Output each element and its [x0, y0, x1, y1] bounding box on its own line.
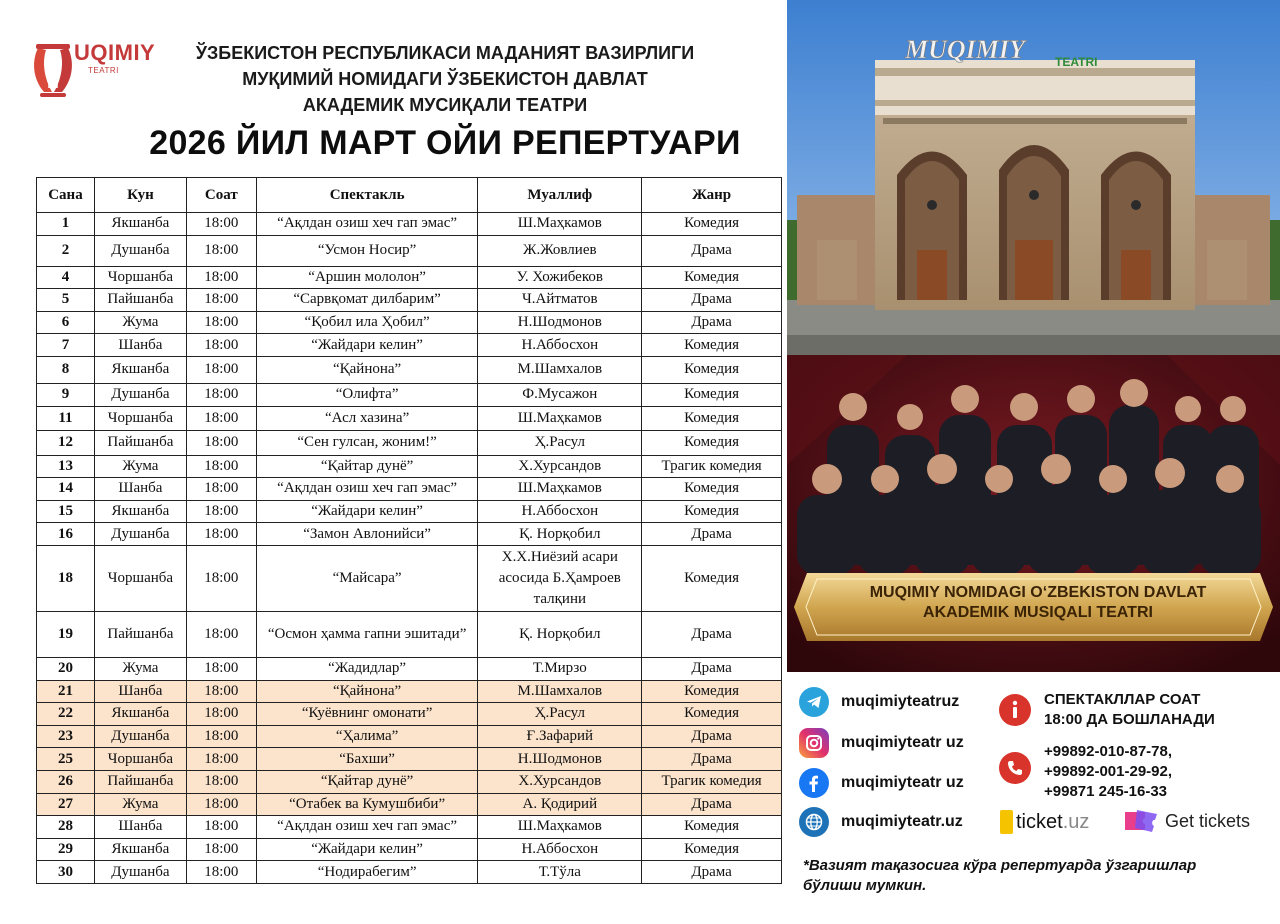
time-cell: 18:00 [186, 748, 256, 771]
column-header: Спектакль [256, 178, 478, 213]
iticket-link[interactable] [1000, 810, 1089, 834]
phone-number[interactable]: +99892-010-87-78, [1044, 743, 1173, 760]
time-cell: 18:00 [186, 334, 256, 357]
day-cell: Жума [94, 311, 186, 334]
column-header: Соат [186, 178, 256, 213]
time-cell: 18:00 [186, 611, 256, 657]
day-cell: Якшанба [94, 356, 186, 383]
table-body [37, 213, 782, 884]
org-line-3: АКАДЕМИК МУСИҚАЛИ ТЕАТРИ [302, 95, 588, 115]
column-header: Жанр [642, 178, 782, 213]
date-cell: 18 [37, 545, 95, 611]
time-cell: 18:00 [186, 523, 256, 546]
day-cell: Шанба [94, 816, 186, 839]
play-cell: “Жайдари келин” [256, 334, 478, 357]
time-cell: 18:00 [186, 430, 256, 455]
date-cell: 27 [37, 793, 95, 816]
genre-cell: Комедия [642, 500, 782, 523]
genre-cell: Комедия [642, 356, 782, 383]
genre-cell: Драма [642, 861, 782, 884]
time-cell: 18:00 [186, 657, 256, 680]
banner-line-1: MUQIMIY NOMIDAGI O‘ZBEKISTON DAVLAT [869, 584, 1207, 601]
table-row [37, 235, 782, 266]
day-cell: Чоршанба [94, 748, 186, 771]
play-cell: “Отабек ва Кумушбиби” [256, 793, 478, 816]
author-cell: Т.Мирзо [478, 657, 642, 680]
instagram-handle: muqimiyteatr uz [841, 734, 964, 751]
table-row [37, 545, 782, 611]
table-row [37, 213, 782, 236]
time-cell: 18:00 [186, 235, 256, 266]
globe-icon [799, 807, 829, 837]
author-cell: Х.Х.Ниёзий асари асосида Б.Ҳамроев талқини [478, 545, 642, 611]
time-cell: 18:00 [186, 383, 256, 406]
website-link[interactable] [799, 807, 963, 837]
genre-cell: Драма [642, 657, 782, 680]
author-cell: Ж.Жовлиев [478, 235, 642, 266]
table-row [37, 725, 782, 748]
genre-cell: Драма [642, 289, 782, 312]
play-cell: “Қайтар дунё” [256, 455, 478, 478]
contacts-panel [787, 672, 1280, 924]
play-cell: “Жайдари келин” [256, 838, 478, 861]
table-row [37, 793, 782, 816]
column-header: Муаллиф [478, 178, 642, 213]
genre-cell: Комедия [642, 213, 782, 236]
day-cell: Чоршанба [94, 406, 186, 430]
day-cell: Якшанба [94, 838, 186, 861]
table-header-row [37, 178, 782, 213]
author-cell: Х.Хурсандов [478, 770, 642, 793]
play-cell: “Сарвқомат дилбарим” [256, 289, 478, 312]
org-line-2: МУҚИМИЙ НОМИДАГИ ЎЗБЕКИСТОН ДАВЛАТ [242, 69, 648, 89]
day-cell: Шанба [94, 680, 186, 703]
play-cell: “Осмон ҳамма гапни эшитади” [256, 611, 478, 657]
time-cell: 18:00 [186, 356, 256, 383]
author-cell: Ш.Маҳкамов [478, 478, 642, 501]
date-cell: 28 [37, 816, 95, 839]
date-cell: 20 [37, 657, 95, 680]
showtime-line-2: 18:00 ДА БОШЛАНАДИ [1044, 711, 1215, 728]
table-row [37, 406, 782, 430]
disclaimer-note [803, 856, 1273, 896]
day-cell: Душанба [94, 235, 186, 266]
date-cell: 2 [37, 235, 95, 266]
table-row [37, 611, 782, 657]
genre-cell: Драма [642, 793, 782, 816]
facebook-icon [799, 768, 829, 798]
day-cell: Шанба [94, 334, 186, 357]
play-cell: “Қобил ила Ҳобил” [256, 311, 478, 334]
time-cell: 18:00 [186, 213, 256, 236]
showtime-line-1: СПЕКТАКЛЛАР СОАТ [1044, 691, 1201, 708]
date-cell: 15 [37, 500, 95, 523]
author-cell: Ш.Маҳкамов [478, 406, 642, 430]
theatre-building-photo [787, 0, 1280, 355]
play-cell: “Ҳалима” [256, 725, 478, 748]
time-cell: 18:00 [186, 478, 256, 501]
genre-cell: Комедия [642, 703, 782, 726]
time-cell: 18:00 [186, 311, 256, 334]
page-title: 2026 ЙИЛ МАРТ ОЙИ РЕПЕРТУАРИ [149, 124, 741, 162]
genre-cell: Комедия [642, 816, 782, 839]
day-cell: Душанба [94, 523, 186, 546]
theatre-building-illustration [787, 0, 1280, 355]
date-cell: 8 [37, 356, 95, 383]
day-cell: Жума [94, 455, 186, 478]
day-cell: Чоршанба [94, 545, 186, 611]
table-row [37, 334, 782, 357]
author-cell: Ч.Айтматов [478, 289, 642, 312]
phone-number[interactable]: +99892-001-29-92, [1044, 763, 1173, 780]
author-cell: М.Шамхалов [478, 356, 642, 383]
telegram-handle: muqimiyteatruz [841, 693, 960, 710]
banner-title [815, 583, 1261, 623]
troupe-illustration [787, 355, 1280, 672]
building-sign-sub: TEATRI [1055, 55, 1098, 69]
column-header: Кун [94, 178, 186, 213]
author-cell: Ф.Мусажон [478, 383, 642, 406]
genre-cell: Комедия [642, 430, 782, 455]
table-row [37, 838, 782, 861]
iticket-domain: .uz [1062, 810, 1090, 833]
genre-cell: Драма [642, 235, 782, 266]
day-cell: Якшанба [94, 703, 186, 726]
date-cell: 29 [37, 838, 95, 861]
play-cell: “Бахши” [256, 748, 478, 771]
get-tickets-label: Get tickets [1165, 810, 1251, 831]
play-cell: “Қайтар дунё” [256, 770, 478, 793]
genre-cell: Драма [642, 748, 782, 771]
play-cell: “Куёвнинг омонати” [256, 703, 478, 726]
day-cell: Пайшанба [94, 770, 186, 793]
author-cell: Н.Шодмонов [478, 748, 642, 771]
date-cell: 12 [37, 430, 95, 455]
time-cell: 18:00 [186, 703, 256, 726]
time-cell: 18:00 [186, 455, 256, 478]
author-cell: Ғ.Зафарий [478, 725, 642, 748]
author-cell: А. Қодирий [478, 793, 642, 816]
date-cell: 7 [37, 334, 95, 357]
theatre-logo [30, 38, 156, 100]
day-cell: Чоршанба [94, 266, 186, 289]
table-row [37, 311, 782, 334]
date-cell: 23 [37, 725, 95, 748]
date-cell: 11 [37, 406, 95, 430]
author-cell: М.Шамхалов [478, 680, 642, 703]
genre-cell: Комедия [642, 478, 782, 501]
date-cell: 1 [37, 213, 95, 236]
organization-name [150, 40, 740, 118]
author-cell: Ҳ.Расул [478, 430, 642, 455]
time-cell: 18:00 [186, 861, 256, 884]
play-cell: “Майсара” [256, 545, 478, 611]
author-cell: Н.Шодмонов [478, 311, 642, 334]
facebook-handle: muqimiyteatr uz [841, 774, 964, 791]
author-cell: Н.Аббосхон [478, 838, 642, 861]
author-cell: У. Хожибеков [478, 266, 642, 289]
showtime-info [1044, 690, 1215, 730]
date-cell: 22 [37, 703, 95, 726]
genre-cell: Драма [642, 523, 782, 546]
day-cell: Душанба [94, 861, 186, 884]
date-cell: 4 [37, 266, 95, 289]
play-cell: “Усмон Носир” [256, 235, 478, 266]
play-cell: “Олифта” [256, 383, 478, 406]
telegram-icon [799, 687, 829, 717]
play-cell: “Ақлдан озиш хеч гап эмас” [256, 478, 478, 501]
phone-icon [999, 752, 1031, 784]
time-cell: 18:00 [186, 500, 256, 523]
date-cell: 26 [37, 770, 95, 793]
time-cell: 18:00 [186, 406, 256, 430]
time-cell: 18:00 [186, 289, 256, 312]
table-row [37, 657, 782, 680]
date-cell: 21 [37, 680, 95, 703]
genre-cell: Комедия [642, 383, 782, 406]
phone-number[interactable]: +99871 245-16-33 [1044, 783, 1168, 800]
play-cell: “Аршин мололон” [256, 266, 478, 289]
banner-line-2: AKADEMIK MUSIQALI TEATRI [923, 604, 1153, 621]
date-cell: 5 [37, 289, 95, 312]
instagram-link[interactable] [799, 728, 964, 758]
table-row [37, 356, 782, 383]
troupe-banner [787, 355, 1280, 672]
time-cell: 18:00 [186, 545, 256, 611]
play-cell: “Сен гулсан, жоним!” [256, 430, 478, 455]
day-cell: Душанба [94, 725, 186, 748]
date-cell: 30 [37, 861, 95, 884]
author-cell: Қ. Норқобил [478, 611, 642, 657]
time-cell: 18:00 [186, 793, 256, 816]
date-cell: 19 [37, 611, 95, 657]
date-cell: 9 [37, 383, 95, 406]
author-cell: Ш.Маҳкамов [478, 816, 642, 839]
info-icon [999, 694, 1031, 726]
day-cell: Пайшанба [94, 611, 186, 657]
play-cell: “Нодирабегим” [256, 861, 478, 884]
table-row [37, 289, 782, 312]
play-cell: “Қайнона” [256, 356, 478, 383]
genre-cell: Комедия [642, 680, 782, 703]
time-cell: 18:00 [186, 266, 256, 289]
author-cell: Ш.Маҳкамов [478, 213, 642, 236]
instagram-icon [799, 728, 829, 758]
date-cell: 25 [37, 748, 95, 771]
note-line-1: *Вазият тақазосига кўра репертуарда ўзгаришлар [803, 857, 1197, 874]
play-cell: “Ақлдан озиш хеч гап эмас” [256, 816, 478, 839]
date-cell: 6 [37, 311, 95, 334]
facebook-link[interactable] [799, 768, 964, 798]
play-cell: “Қайнона” [256, 680, 478, 703]
day-cell: Якшанба [94, 500, 186, 523]
table-row [37, 383, 782, 406]
play-cell: “Ақлдан озиш хеч гап эмас” [256, 213, 478, 236]
play-cell: “Жадидлар” [256, 657, 478, 680]
table-row [37, 455, 782, 478]
table-row [37, 478, 782, 501]
repertoire-table [36, 177, 782, 884]
website-url: muqimiyteatr.uz [841, 813, 963, 830]
date-cell: 16 [37, 523, 95, 546]
iticket-brand: ticket [1016, 810, 1063, 833]
genre-cell: Трагик комедия [642, 770, 782, 793]
get-tickets-link[interactable] [1123, 808, 1250, 834]
table-row [37, 861, 782, 884]
get-tickets-icon [1123, 808, 1159, 834]
play-cell: “Замон Авлонийси” [256, 523, 478, 546]
table-row [37, 266, 782, 289]
author-cell: Қ. Норқобил [478, 523, 642, 546]
logo-subtitle: TEATRI [88, 66, 119, 75]
org-line-1: ЎЗБЕКИСТОН РЕСПУБЛИКАСИ МАДАНИЯТ ВАЗИРЛИГИ [195, 43, 695, 63]
building-sign-main: MUQIMIY [905, 35, 1025, 64]
date-cell: 14 [37, 478, 95, 501]
phone-numbers [1044, 742, 1172, 802]
date-cell: 13 [37, 455, 95, 478]
genre-cell: Комедия [642, 406, 782, 430]
genre-cell: Драма [642, 611, 782, 657]
genre-cell: Комедия [642, 266, 782, 289]
play-cell: “Асл хазина” [256, 406, 478, 430]
genre-cell: Трагик комедия [642, 455, 782, 478]
table-row [37, 500, 782, 523]
author-cell: Н.Аббосхон [478, 500, 642, 523]
table-row [37, 816, 782, 839]
author-cell: Ҳ.Расул [478, 703, 642, 726]
time-cell: 18:00 [186, 770, 256, 793]
logo-wordmark: UQIMIY [74, 40, 156, 65]
table-row [37, 523, 782, 546]
time-cell: 18:00 [186, 725, 256, 748]
play-cell: “Жайдари келин” [256, 500, 478, 523]
day-cell: Шанба [94, 478, 186, 501]
day-cell: Пайшанба [94, 289, 186, 312]
time-cell: 18:00 [186, 816, 256, 839]
telegram-link[interactable] [799, 687, 959, 717]
genre-cell: Драма [642, 725, 782, 748]
iticket-icon [1000, 810, 1013, 834]
column-header: Сана [37, 178, 95, 213]
table-row [37, 748, 782, 771]
author-cell: Х.Хурсандов [478, 455, 642, 478]
table-row [37, 680, 782, 703]
day-cell: Жума [94, 657, 186, 680]
genre-cell: Комедия [642, 545, 782, 611]
time-cell: 18:00 [186, 838, 256, 861]
note-line-2: бўлиши мумкин. [803, 877, 927, 894]
genre-cell: Комедия [642, 838, 782, 861]
day-cell: Якшанба [94, 213, 186, 236]
day-cell: Душанба [94, 383, 186, 406]
author-cell: Н.Аббосхон [478, 334, 642, 357]
lyre-logo-icon [30, 38, 76, 100]
day-cell: Жума [94, 793, 186, 816]
table-row [37, 770, 782, 793]
table-row [37, 430, 782, 455]
genre-cell: Комедия [642, 334, 782, 357]
table-row [37, 703, 782, 726]
author-cell: Т.Тўла [478, 861, 642, 884]
day-cell: Пайшанба [94, 430, 186, 455]
genre-cell: Драма [642, 311, 782, 334]
time-cell: 18:00 [186, 680, 256, 703]
